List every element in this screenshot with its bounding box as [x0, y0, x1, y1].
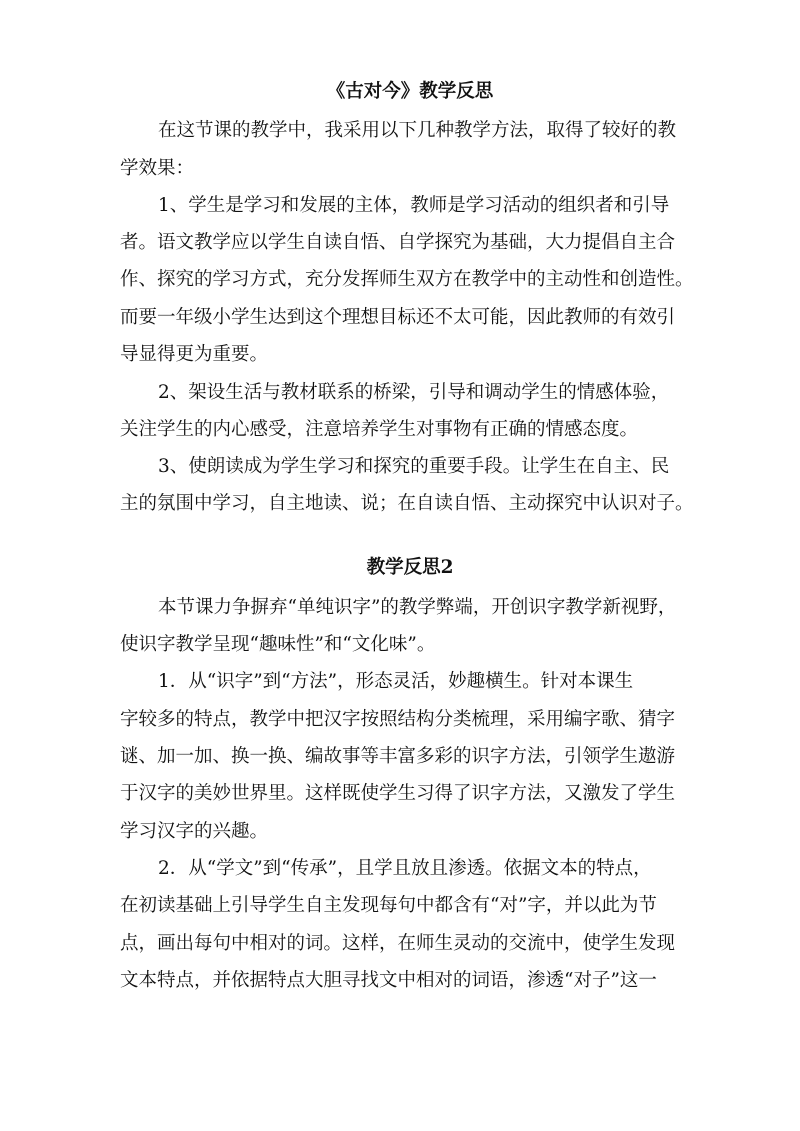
section1-paragraph-line: 而要一年级小学生达到这个理想目标还不太可能，因此教师的有效引: [120, 307, 676, 328]
section2-paragraph-line: 2．从“学文”到“传承”，且学且放且渗透。依据文本的特点，: [158, 858, 652, 879]
section2-paragraph-line: 1．从“识字”到“方法”，形态灵活，妙趣横生。针对本课生: [158, 671, 634, 692]
section2-paragraph-line: 谜、加一加、换一换、编故事等丰富多彩的识字方法，引领学生遨游: [120, 746, 676, 767]
section1-paragraph-line: 在这节课的教学中，我采用以下几种教学方法，取得了较好的教: [158, 120, 677, 141]
section2-paragraph-line: 在初读基础上引导学生自主发现每句中都含有“对”字，并以此为节: [120, 895, 657, 916]
section2-title: 教学反思2: [366, 557, 454, 578]
section1-paragraph-line: 3、使朗读成为学生学习和探究的重要手段。让学生在自主、民: [158, 456, 670, 477]
section1-paragraph-line: 导显得更为重要。: [120, 344, 269, 365]
section1-paragraph-line: 者。语文教学应以学生自读自悟、自学探究为基础，大力提倡自主合: [120, 232, 676, 253]
section1-paragraph-line: 学效果：: [120, 158, 195, 179]
section1-paragraph-line: 1、学生是学习和发展的主体，教师是学习活动的组织者和引导: [158, 195, 670, 216]
section2-paragraph-line: 于汉字的美妙世界里。这样既使学生习得了识字方法，又激发了学生: [120, 783, 676, 804]
section2-paragraph-line: 文本特点，并依据特点大胆寻找文中相对的词语，渗透“对子”这一: [120, 970, 657, 991]
section1-paragraph-line: 主的氛围中学习，自主地读、说；在自读自悟、主动探究中认识对子。: [120, 493, 694, 514]
section2-paragraph-line: 学习汉字的兴趣。: [120, 821, 269, 842]
section2-paragraph-line: 使识字教学呈现“趣味性”和“文化味”。: [120, 634, 436, 655]
section2-paragraph-line: 字较多的特点，教学中把汉字按照结构分类梳理，采用编字歌、猜字: [120, 709, 676, 730]
section2-paragraph-line: 点，画出每句中相对的词。这样，在师生灵动的交流中，使学生发现: [120, 933, 676, 954]
section1-title: 《古对今》教学反思: [326, 81, 494, 102]
section2-paragraph-line: 本节课力争摒弃“单纯识字”的教学弊端，开创识字教学新视野，: [158, 597, 677, 618]
section1-paragraph-line: 关注学生的内心感受，注意培养学生对事物有正确的情感态度。: [120, 419, 639, 440]
section1-paragraph-line: 作、探究的学习方式，充分发挥师生双方在教学中的主动性和创造性。: [120, 269, 694, 290]
section1-paragraph-line: 2、架设生活与教材联系的桥梁，引导和调动学生的情感体验，: [158, 382, 670, 403]
